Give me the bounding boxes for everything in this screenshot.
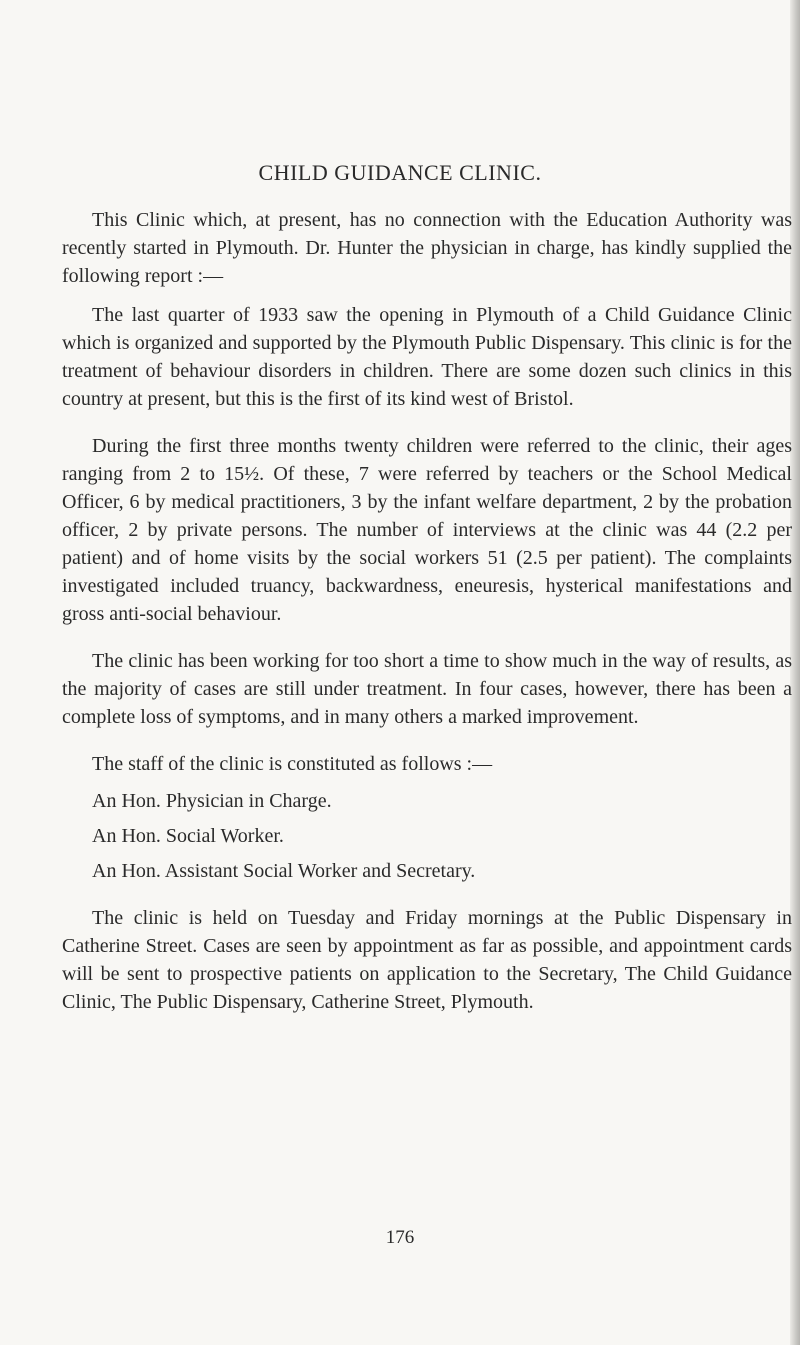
schedule-paragraph: The clinic is held on Tuesday and Friday mornings at the Public Dispensary in Catherine Street. Cases are seen by appointment as far as possible, and appointment cards will be sent to prospective patients on application to the Secretary, The Child Guidance Clinic, The Public Dispensary, Catherine Street, Plymouth. [62, 907, 792, 1013]
staff-list [62, 787, 792, 885]
staff-item: An Hon. Social Worker. [92, 825, 284, 847]
report-opening-paragraph: The last quarter of 1933 saw the opening in Plymouth of a Child Guidance Clinic which is organized and supported by the Plymouth Public Dispensary. This clinic is for the treatment of behaviour disorders in children. There are some dozen such clinics in this country at present, but this is the first of its kind west of Bristol. [62, 304, 792, 410]
staff-item: An Hon. Assistant Social Worker and Secretary. [92, 860, 476, 882]
document-body [62, 206, 792, 1016]
staff-item: An Hon. Physician in Charge. [92, 790, 332, 812]
page-title: CHILD GUIDANCE CLINIC. [258, 160, 542, 185]
intro-paragraph: This Clinic which, at present, has no connection with the Education Authority was recently started in Plymouth. Dr. Hunter the physician in charge, has kindly supplied the following report :— [62, 209, 792, 287]
staff-intro-paragraph: The staff of the clinic is constituted as follows :— [92, 753, 493, 775]
referrals-paragraph: During the first three months twenty children were referred to the clinic, their ages ranging from 2 to 15½. Of these, 7 were referred by teachers or the School Medical Officer, 6 by medical practitioners, 3 by the infant welfare department, 2 by the probation officer, 2 by private persons. The number of interviews at the clinic was 44 (2.2 per patient) and of home visits by the social workers 51 (2.5 per patient). The complaints investigated included truancy, backwardness, eneuresis, hysterical manifestations and gross anti-social behaviour. [62, 435, 792, 625]
page-number: 176 [385, 1227, 415, 1248]
results-paragraph: The clinic has been working for too short a time to show much in the way of results, as the majority of cases are still under treatment. In four cases, however, there has been a complete loss of symptoms, and in many others a marked improvement. [62, 650, 792, 728]
